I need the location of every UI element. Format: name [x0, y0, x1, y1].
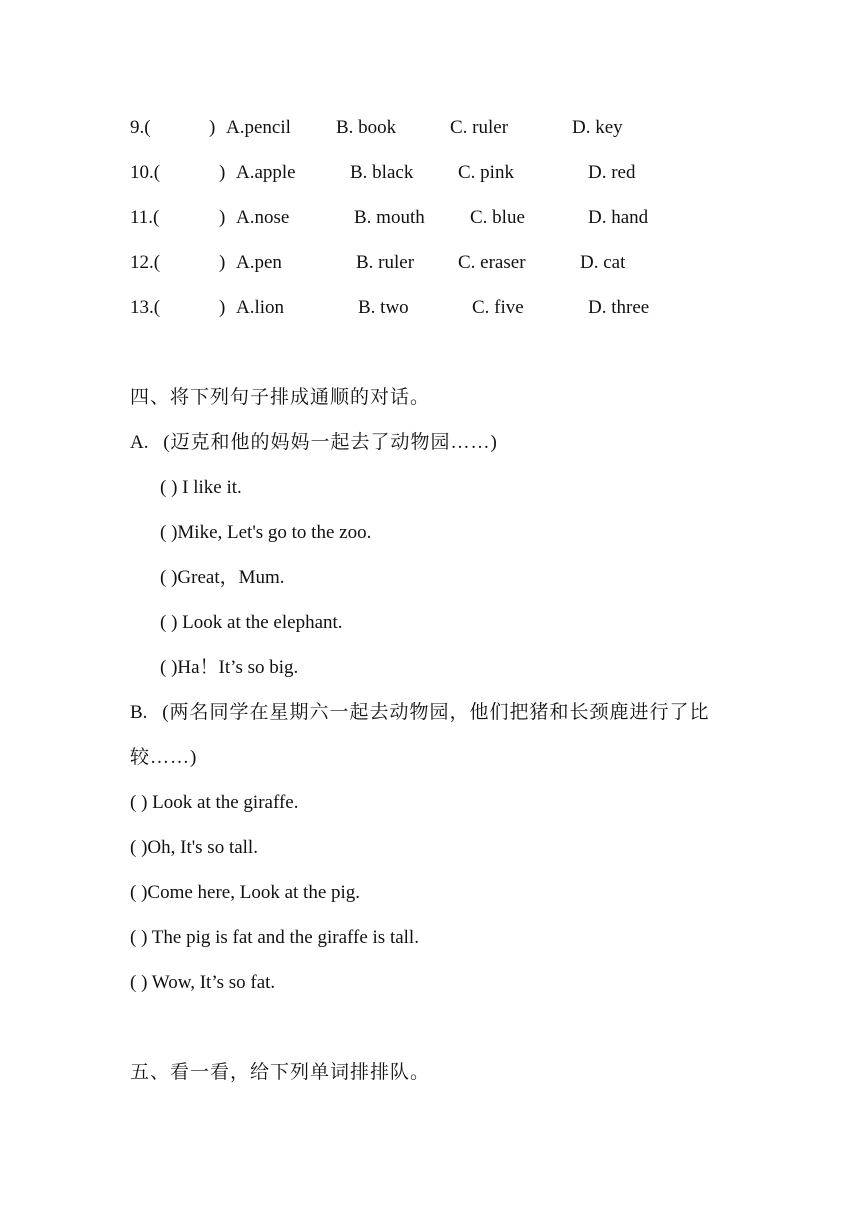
dialogue-a-line-5: ( )Ha！It’s so big. [160, 657, 299, 678]
dialogue-b-line-1: ( ) Look at the giraffe. [130, 792, 299, 813]
part-b-context: (两名同学在星期六一起去动物园，他们把猪和长颈鹿进行了比 [162, 702, 710, 723]
question-number: 11.( [130, 207, 160, 228]
option-d: D. three [588, 297, 650, 318]
option-a: A.lion [236, 297, 285, 318]
option-d: D. hand [588, 207, 649, 228]
option-c: C. ruler [450, 117, 509, 138]
option-c: C. pink [458, 162, 514, 183]
dialogue-b-line-2: ( )Oh, It's so tall. [130, 837, 258, 858]
dialogue-a-line-3: ( )Great，Mum. [160, 567, 285, 588]
answer-bracket-close: ) [219, 252, 226, 273]
option-b: B. mouth [354, 207, 425, 228]
dialogue-a-line-2: ( )Mike, Let's go to the zoo. [160, 522, 372, 543]
option-b: B. book [336, 117, 397, 138]
dialogue-b-line-5: ( ) Wow, It’s so fat. [130, 972, 276, 993]
option-b: B. black [350, 162, 414, 183]
option-a: A.pencil [226, 117, 291, 138]
answer-bracket-close: ) [219, 207, 226, 228]
option-c: C. eraser [458, 252, 526, 273]
option-b: B. ruler [356, 252, 415, 273]
option-a: A.pen [236, 252, 282, 273]
option-d: D. cat [580, 252, 626, 273]
question-number: 13.( [130, 297, 161, 318]
option-c: C. five [472, 297, 524, 318]
part-a-header [130, 431, 498, 455]
dialogue-b-line-3: ( )Come here, Look at the pig. [130, 882, 361, 903]
option-d: D. red [588, 162, 636, 183]
option-c: C. blue [470, 207, 525, 228]
answer-bracket-close: ) [219, 297, 226, 318]
question-number: 12.( [130, 252, 161, 273]
answer-bracket-close: ) [219, 162, 226, 183]
question-number: 10.( [130, 162, 161, 183]
option-b: B. two [358, 297, 409, 318]
option-a: A.apple [236, 162, 296, 183]
section-5-heading: 五、看一看，给下列单词排排队。 [130, 1062, 431, 1083]
dialogue-a-line-4: ( ) Look at the elephant. [160, 612, 343, 633]
section-4-heading: 四、将下列句子排成通顺的对话。 [130, 387, 431, 408]
option-a: A.nose [236, 207, 290, 228]
dialogue-b-line-4: ( ) The pig is fat and the giraffe is tall. [130, 927, 419, 948]
part-a-context: (迈克和他的妈妈一起去了动物园……) [163, 432, 498, 453]
part-b-context-continued: 较……) [130, 747, 198, 768]
part-b-label: B. [130, 702, 148, 723]
dialogue-a-line-1: ( ) I like it. [160, 477, 242, 498]
part-b-header [130, 701, 710, 725]
answer-bracket-close: ) [209, 117, 216, 138]
part-a-label: A. [130, 432, 149, 453]
question-number: 9.( [130, 117, 151, 138]
option-d: D. key [572, 117, 623, 138]
